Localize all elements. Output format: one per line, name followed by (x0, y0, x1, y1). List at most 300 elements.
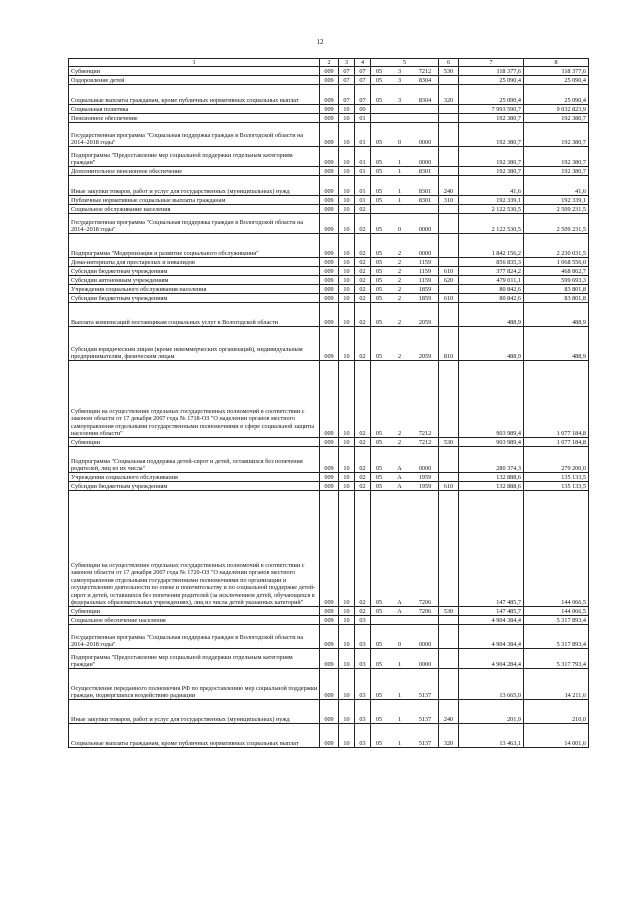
target-subprogram-code: А (397, 608, 402, 615)
row-subsection-code: 02 (355, 258, 371, 267)
row-amount-col7: 147 485,7 (459, 491, 524, 607)
row-ministry-code: 009 (320, 473, 339, 482)
row-subsection-code: 03 (355, 724, 371, 748)
table-row (69, 473, 589, 482)
target-direction-code: 7212 (418, 68, 432, 75)
row-name: Социальные выплаты гражданам, кроме публичных нормативных социальных выплат (69, 724, 320, 748)
target-subprogram-code: 2 (397, 430, 402, 437)
row-expense-type (439, 473, 459, 482)
row-expense-type: 610 (439, 294, 459, 303)
row-ministry-code: 009 (320, 276, 339, 285)
row-target-article (371, 147, 439, 167)
col-header-7: 7 (459, 59, 524, 67)
row-ministry-code: 009 (320, 176, 339, 196)
table-row (69, 214, 589, 234)
target-direction-code: 7212 (418, 430, 432, 437)
table-row (69, 649, 589, 669)
table-row (69, 607, 589, 616)
row-subsection-code: 02 (355, 294, 371, 303)
row-expense-type: 610 (439, 267, 459, 276)
row-section-code: 10 (339, 205, 355, 214)
row-section-code: 10 (339, 438, 355, 447)
target-direction-code: 5137 (418, 740, 432, 747)
row-name: Публичные нормативные социальные выплаты гражданам (69, 196, 320, 205)
row-section-code: 07 (339, 76, 355, 85)
row-subsection-code: 01 (355, 196, 371, 205)
table-row (69, 205, 589, 214)
table-row (69, 491, 589, 607)
row-amount-col8: 9 032 823,9 (524, 105, 589, 114)
row-amount-col8: 488,9 (524, 303, 589, 327)
table-row (69, 147, 589, 167)
row-amount-col8: 2 509 231,5 (524, 205, 589, 214)
row-section-code: 10 (339, 361, 355, 438)
target-direction-code: 8304 (418, 77, 432, 84)
target-program-code: 05 (375, 188, 383, 195)
target-direction-code: 8304 (418, 97, 432, 104)
row-subsection-code: 03 (355, 700, 371, 724)
table-row (69, 85, 589, 105)
row-ministry-code: 009 (320, 303, 339, 327)
row-expense-type: 530 (439, 67, 459, 76)
table-row (69, 285, 589, 294)
row-ministry-code: 009 (320, 700, 339, 724)
row-target-article (371, 303, 439, 327)
row-expense-type (439, 491, 459, 607)
row-expense-type (439, 167, 459, 176)
target-subprogram-code: 1 (397, 661, 402, 668)
table-row (69, 482, 589, 491)
target-program-code: 05 (375, 226, 383, 233)
row-subsection-code: 01 (355, 167, 371, 176)
row-ministry-code: 009 (320, 267, 339, 276)
row-ministry-code: 009 (320, 482, 339, 491)
row-name: Оздоровление детей (69, 76, 320, 85)
target-direction-code: 0000 (418, 641, 432, 648)
row-expense-type (439, 303, 459, 327)
target-direction-code: 7206 (418, 608, 432, 615)
row-section-code: 10 (339, 616, 355, 625)
row-expense-type: 530 (439, 607, 459, 616)
row-ministry-code: 009 (320, 67, 339, 76)
target-subprogram-code: 2 (397, 250, 402, 257)
target-program-code: 05 (375, 483, 383, 490)
row-target-article (371, 176, 439, 196)
row-target-article (371, 361, 439, 438)
target-program-code: 05 (375, 268, 383, 275)
row-amount-col8: 599 693,3 (524, 276, 589, 285)
row-target-article (371, 196, 439, 205)
row-section-code: 10 (339, 303, 355, 327)
row-ministry-code: 009 (320, 114, 339, 123)
row-subsection-code: 02 (355, 447, 371, 473)
row-section-code: 10 (339, 669, 355, 700)
row-target-article (371, 267, 439, 276)
table-row (69, 724, 589, 748)
target-subprogram-code: 1 (397, 740, 402, 747)
row-ministry-code: 009 (320, 167, 339, 176)
row-amount-col8: 210,0 (524, 700, 589, 724)
target-subprogram-code: 2 (397, 439, 402, 446)
row-amount-col7: 80 842,6 (459, 294, 524, 303)
row-expense-type: 320 (439, 85, 459, 105)
target-subprogram-code: 1 (397, 168, 402, 175)
row-amount-col8: 2 230 031,5 (524, 234, 589, 258)
row-amount-col8: 192 380,7 (524, 147, 589, 167)
target-direction-code: 1159 (418, 277, 432, 284)
row-amount-col8: 144 066,5 (524, 607, 589, 616)
table-row (69, 303, 589, 327)
target-subprogram-code: 1 (397, 159, 402, 166)
row-amount-col8: 14 211,6 (524, 669, 589, 700)
row-expense-type (439, 234, 459, 258)
row-expense-type (439, 285, 459, 294)
row-name: Субсидии юридическим лицам (кроме некоммерческих организаций), индивидуальным предпринимателям, физическим лицам (69, 327, 320, 361)
row-section-code: 10 (339, 114, 355, 123)
row-expense-type (439, 147, 459, 167)
table-row (69, 276, 589, 285)
row-section-code: 10 (339, 147, 355, 167)
target-program-code: 05 (375, 661, 383, 668)
row-expense-type (439, 214, 459, 234)
row-amount-col7: 7 993 590,7 (459, 105, 524, 114)
target-direction-code: 1159 (418, 268, 432, 275)
target-program-code: 05 (375, 353, 383, 360)
target-subprogram-code: 0 (397, 641, 402, 648)
target-direction-code: 0000 (418, 159, 432, 166)
row-amount-col7: 25 090,4 (459, 85, 524, 105)
col-header-6: 6 (439, 59, 459, 67)
row-ministry-code: 009 (320, 147, 339, 167)
row-name: Дома-интернаты для престарелых и инвалидов (69, 258, 320, 267)
row-ministry-code: 009 (320, 196, 339, 205)
row-target-article (371, 258, 439, 267)
row-name: Субвенции на осуществление отдельных государственных полномочий в соответствии с законом области от 17 декабря 2007 года № 1720-ОЗ "О наделении органов местного самоуправления отдельными государственными полномочиями по организации и осуществлению деятельности по опеке и попечительству и по социальной поддержке детей-сирот и детей, оставшихся без попечения родителей (за исключением детей, обучающихся в федеральных образовательных учреждениях), лиц из числа детей указанных категорий" (69, 491, 320, 607)
row-amount-col7: 377 824,2 (459, 267, 524, 276)
row-amount-col7: 25 090,4 (459, 76, 524, 85)
row-ministry-code: 009 (320, 294, 339, 303)
row-ministry-code: 009 (320, 625, 339, 649)
row-target-article (371, 616, 439, 625)
row-section-code: 10 (339, 258, 355, 267)
row-subsection-code: 02 (355, 473, 371, 482)
row-ministry-code: 009 (320, 76, 339, 85)
row-target-article (371, 482, 439, 491)
row-expense-type: 240 (439, 700, 459, 724)
row-section-code: 07 (339, 85, 355, 105)
row-amount-col8: 468 862,7 (524, 267, 589, 276)
row-name: Субвенции (69, 438, 320, 447)
row-name: Иные закупки товаров, работ и услуг для государственных (муниципальных) нужд (69, 700, 320, 724)
target-program-code: 05 (375, 77, 383, 84)
row-target-article (371, 447, 439, 473)
table-row (69, 196, 589, 205)
row-amount-col7: 479 011,1 (459, 276, 524, 285)
row-subsection-code: 02 (355, 607, 371, 616)
row-subsection-code: 02 (355, 303, 371, 327)
row-expense-type: 620 (439, 276, 459, 285)
row-amount-col8: 5 317 793,4 (524, 649, 589, 669)
row-name: Выплата компенсаций поставщикам социальных услуг в Вологодской области (69, 303, 320, 327)
row-name: Иные закупки товаров, работ и услуг для государственных (муниципальных) нужд (69, 176, 320, 196)
target-direction-code: 1959 (418, 483, 432, 490)
row-amount-col7: 147 485,7 (459, 607, 524, 616)
target-program-code: 05 (375, 319, 383, 326)
row-ministry-code: 009 (320, 438, 339, 447)
target-subprogram-code: А (397, 483, 402, 490)
row-ministry-code: 009 (320, 491, 339, 607)
row-amount-col8: 1 077 184,8 (524, 438, 589, 447)
target-program-code: 05 (375, 259, 383, 266)
row-amount-col7: 118 377,6 (459, 67, 524, 76)
row-amount-col8: 192 380,7 (524, 167, 589, 176)
table-header-row (69, 59, 589, 67)
row-ministry-code: 009 (320, 361, 339, 438)
row-name: Государственная программа "Социальная поддержка граждан в Вологодской области на 2014–2018 годы" (69, 625, 320, 649)
row-ministry-code: 009 (320, 724, 339, 748)
row-section-code: 10 (339, 607, 355, 616)
target-subprogram-code: 0 (397, 139, 402, 146)
row-name: Субсидии бюджетным учреждениям (69, 294, 320, 303)
row-name: Социальное обслуживание населения (69, 205, 320, 214)
row-amount-col8: 279 200,0 (524, 447, 589, 473)
row-subsection-code: 02 (355, 285, 371, 294)
target-direction-code: 8301 (418, 168, 432, 175)
row-expense-type: 310 (439, 196, 459, 205)
row-amount-col8: 83 801,8 (524, 285, 589, 294)
target-program-code: 05 (375, 97, 383, 104)
row-subsection-code: 01 (355, 176, 371, 196)
row-amount-col8: 25 090,4 (524, 85, 589, 105)
table-row (69, 114, 589, 123)
budget-table (68, 58, 589, 748)
target-subprogram-code: 2 (397, 268, 402, 275)
row-subsection-code: 02 (355, 361, 371, 438)
row-subsection-code: 03 (355, 669, 371, 700)
row-name: Государственная программа "Социальная поддержка граждан в Вологодской области на 2014–2018 годы" (69, 123, 320, 147)
row-expense-type (439, 625, 459, 649)
target-program-code: 05 (375, 716, 383, 723)
target-program-code: 05 (375, 641, 383, 648)
row-subsection-code: 00 (355, 105, 371, 114)
row-name: Социальные выплаты гражданам, кроме публичных нормативных социальных выплат (69, 85, 320, 105)
row-amount-col7: 192 380,7 (459, 114, 524, 123)
target-program-code: 05 (375, 168, 383, 175)
row-name: Подпрограмма "Социальная поддержка детей-сирот и детей, оставшихся без попечения родителей, лиц из их числа" (69, 447, 320, 473)
row-section-code: 10 (339, 196, 355, 205)
row-section-code: 10 (339, 447, 355, 473)
target-direction-code: 7206 (418, 599, 432, 606)
row-target-article (371, 438, 439, 447)
row-amount-col8: 192 380,7 (524, 114, 589, 123)
row-amount-col7: 192 380,7 (459, 123, 524, 147)
row-amount-col8: 83 801,8 (524, 294, 589, 303)
row-target-article (371, 123, 439, 147)
target-direction-code: 0000 (418, 139, 432, 146)
row-section-code: 10 (339, 482, 355, 491)
row-amount-col7: 132 888,6 (459, 482, 524, 491)
row-target-article (371, 85, 439, 105)
row-section-code: 10 (339, 625, 355, 649)
row-expense-type (439, 123, 459, 147)
target-subprogram-code: 2 (397, 286, 402, 293)
table-row (69, 234, 589, 258)
row-subsection-code: 07 (355, 76, 371, 85)
row-subsection-code: 02 (355, 267, 371, 276)
row-section-code: 10 (339, 167, 355, 176)
row-name: Подпрограмма "Модернизация и развитие социального обслуживания" (69, 234, 320, 258)
row-section-code: 10 (339, 267, 355, 276)
target-direction-code: 0000 (418, 465, 432, 472)
table-row (69, 267, 589, 276)
row-target-article (371, 214, 439, 234)
row-amount-col8: 2 509 231,5 (524, 214, 589, 234)
row-name: Субсидии бюджетным учреждениям (69, 267, 320, 276)
row-target-article (371, 649, 439, 669)
row-target-article (371, 67, 439, 76)
row-subsection-code: 03 (355, 649, 371, 669)
row-expense-type: 530 (439, 438, 459, 447)
row-amount-col8: 25 090,4 (524, 76, 589, 85)
target-program-code: 05 (375, 286, 383, 293)
table-row (69, 361, 589, 438)
row-target-article (371, 491, 439, 607)
target-direction-code: 1859 (418, 286, 432, 293)
row-expense-type (439, 649, 459, 669)
row-target-article (371, 234, 439, 258)
row-amount-col8: 1 077 184,8 (524, 361, 589, 438)
row-name: Подпрограмма "Предоставление мер социальной поддержки отдельным категориям граждан" (69, 147, 320, 167)
row-expense-type (439, 205, 459, 214)
row-expense-type: 810 (439, 327, 459, 361)
table-row (69, 669, 589, 700)
target-program-code: 05 (375, 139, 383, 146)
row-name: Учреждения социального обслуживания населения (69, 285, 320, 294)
table-row (69, 176, 589, 196)
target-subprogram-code: 2 (397, 277, 402, 284)
target-direction-code: 0000 (418, 250, 432, 257)
row-section-code: 10 (339, 294, 355, 303)
row-amount-col8: 5 317 893,4 (524, 616, 589, 625)
row-amount-col7: 192 380,7 (459, 167, 524, 176)
row-target-article (371, 625, 439, 649)
table-row (69, 294, 589, 303)
row-amount-col7: 4 904 384,4 (459, 625, 524, 649)
row-amount-col7: 280 374,3 (459, 447, 524, 473)
col-header-3: 3 (339, 59, 355, 67)
row-amount-col8: 1 068 556,0 (524, 258, 589, 267)
row-ministry-code: 009 (320, 123, 339, 147)
row-amount-col7: 903 989,4 (459, 438, 524, 447)
table-row (69, 258, 589, 267)
row-amount-col7: 13 463,1 (459, 724, 524, 748)
row-expense-type (439, 105, 459, 114)
target-subprogram-code: А (397, 599, 402, 606)
row-amount-col8: 192 380,7 (524, 123, 589, 147)
table-row (69, 67, 589, 76)
target-direction-code: 0000 (418, 661, 432, 668)
row-amount-col7: 192 339,1 (459, 196, 524, 205)
row-amount-col8: 192 339,1 (524, 196, 589, 205)
row-amount-col7: 1 842 156,2 (459, 234, 524, 258)
col-header-5: 5 (371, 59, 439, 67)
row-ministry-code: 009 (320, 205, 339, 214)
row-name: Осуществление переданного полномочия РФ по предоставлению мер социальной поддержки граждан, подвергшихся воздействию радиации (69, 669, 320, 700)
table-row (69, 123, 589, 147)
row-name: Субвенции на осуществление отдельных государственных полномочий в соответствии с законом области от 17 декабря 2007 года № 1718-ОЗ "О наделении органов местного самоуправления отдельными государственными полномочиями в сфере социальной защиты населения области" (69, 361, 320, 438)
target-direction-code: 1159 (418, 259, 432, 266)
row-amount-col8: 135 133,5 (524, 473, 589, 482)
target-subprogram-code: 3 (397, 77, 402, 84)
target-direction-code: 7212 (418, 439, 432, 446)
table-row (69, 625, 589, 649)
target-program-code: 05 (375, 295, 383, 302)
target-program-code: 05 (375, 439, 383, 446)
target-program-code: 05 (375, 465, 383, 472)
row-amount-col8: 5 317 893,4 (524, 625, 589, 649)
row-subsection-code: 02 (355, 234, 371, 258)
target-subprogram-code: 2 (397, 295, 402, 302)
row-subsection-code: 02 (355, 327, 371, 361)
row-target-article (371, 327, 439, 361)
row-amount-col7: 903 989,4 (459, 361, 524, 438)
row-target-article (371, 669, 439, 700)
row-expense-type: 320 (439, 724, 459, 748)
row-target-article (371, 700, 439, 724)
row-section-code: 10 (339, 176, 355, 196)
table-row (69, 447, 589, 473)
row-subsection-code: 03 (355, 625, 371, 649)
row-subsection-code: 01 (355, 114, 371, 123)
row-target-article (371, 473, 439, 482)
row-ministry-code: 009 (320, 649, 339, 669)
col-header-1: 1 (69, 59, 320, 67)
row-name: Дополнительное пенсионное обеспечение (69, 167, 320, 176)
row-target-article (371, 276, 439, 285)
table-row (69, 616, 589, 625)
target-program-code: 05 (375, 68, 383, 75)
row-ministry-code: 009 (320, 607, 339, 616)
row-target-article (371, 205, 439, 214)
row-name: Подпрограмма "Предоставление мер социальной поддержки отдельным категориям граждан" (69, 649, 320, 669)
row-amount-col7: 41,6 (459, 176, 524, 196)
row-target-article (371, 607, 439, 616)
target-program-code: 05 (375, 474, 383, 481)
row-subsection-code: 07 (355, 67, 371, 76)
row-ministry-code: 009 (320, 616, 339, 625)
row-amount-col8: 14 001,6 (524, 724, 589, 748)
row-subsection-code: 02 (355, 214, 371, 234)
target-direction-code: 2059 (418, 319, 432, 326)
row-amount-col7: 4 904 284,4 (459, 649, 524, 669)
row-target-article (371, 105, 439, 114)
row-name: Государственная программа "Социальная поддержка граждан в Вологодской области на 2014–2018 годы" (69, 214, 320, 234)
page-number: 12 (316, 38, 324, 46)
row-name: Социальная политика (69, 105, 320, 114)
row-subsection-code: 02 (355, 438, 371, 447)
row-expense-type (439, 447, 459, 473)
row-subsection-code: 01 (355, 123, 371, 147)
row-name: Субвенции (69, 67, 320, 76)
row-name: Субсидии автономным учреждениям (69, 276, 320, 285)
row-section-code: 10 (339, 724, 355, 748)
row-name: Субсидии бюджетным учреждениям (69, 482, 320, 491)
target-subprogram-code: 3 (397, 68, 402, 75)
row-amount-col7: 2 122 530,5 (459, 205, 524, 214)
row-name: Субвенции (69, 607, 320, 616)
row-amount-col7: 80 842,6 (459, 285, 524, 294)
row-section-code: 10 (339, 234, 355, 258)
